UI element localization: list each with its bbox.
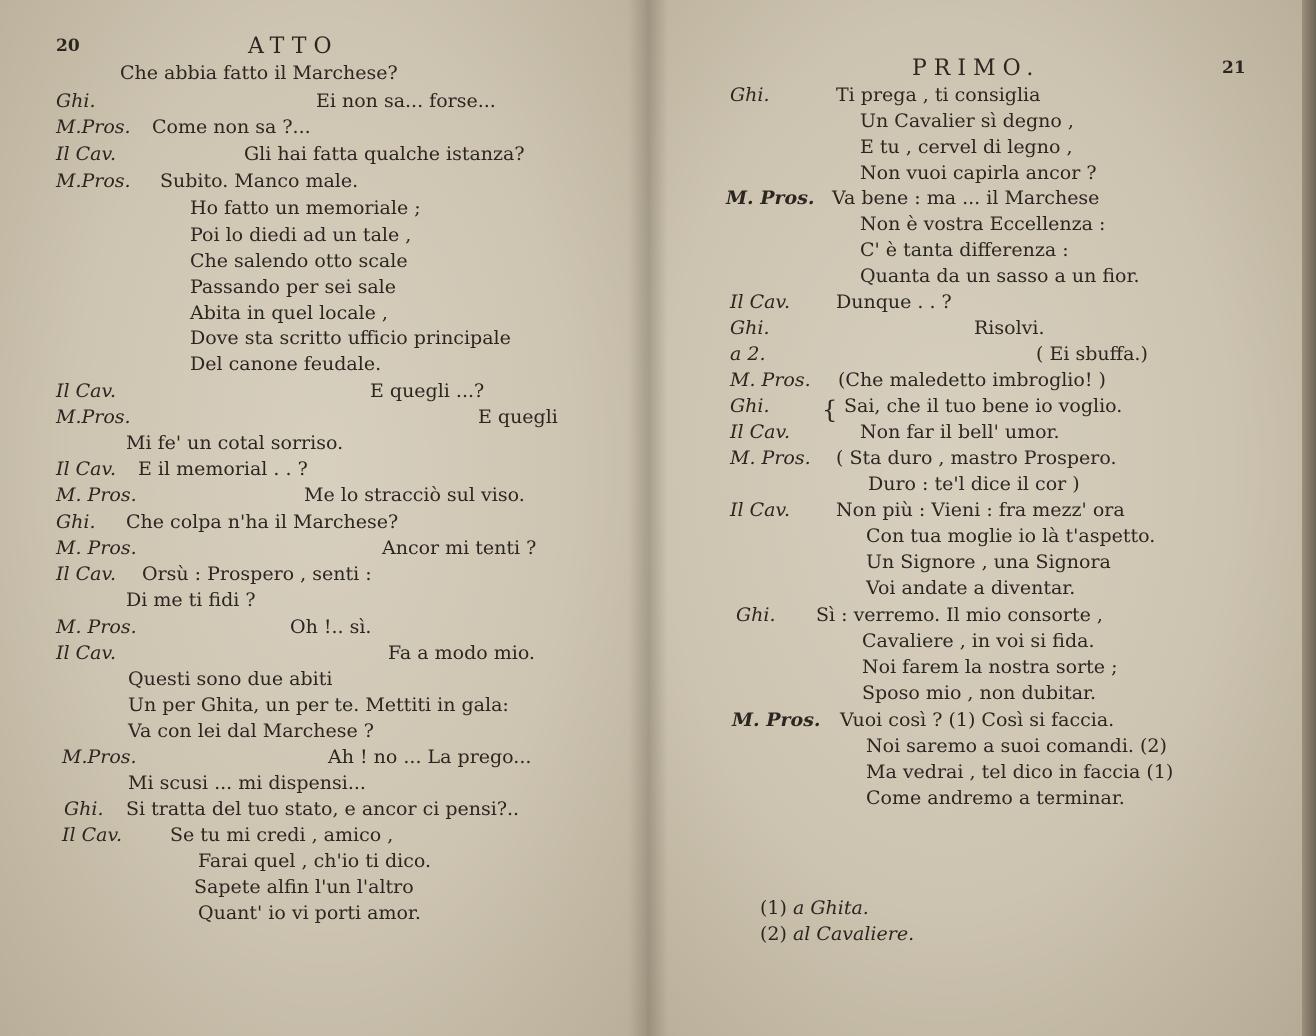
speaker-label: M. Pros.	[726, 187, 815, 209]
speaker-label: Ghi.	[56, 90, 96, 112]
speaker-label: M.Pros.	[62, 746, 137, 768]
speaker-label: M. Pros.	[56, 484, 137, 506]
speaker-label: M. Pros.	[730, 369, 811, 391]
speaker-label: Il Cav.	[730, 499, 791, 521]
speaker-label: Ghi.	[56, 511, 96, 533]
running-head: ATTO	[248, 34, 339, 59]
speaker-label: Il Cav.	[62, 824, 123, 846]
speaker-label: M.Pros.	[56, 406, 131, 428]
speaker-label: Ghi.	[730, 317, 770, 339]
left-text-block: Che abbia fatto il Marchese? Ghi. Ei non sa... forse... M.Pros. Come non sa ?... Il Cav. Gli hai fatta qualche istanza? M.Pros. Subito. Manco male. Ho fatto un memoriale ; Poi lo diedi ad un tale , Che salendo otto scale Passando per sei sale Abita in quel locale , Dove sta scritto ufficio principale Del canone feudale. Il Cav. E quegli ...? M.Pros. E quegli Mi fe' un cotal sorriso. Il Cav. E il memorial . . ? M. Pros. Me lo stracciò sul viso. Ghi. Che colpa n'ha il Marchese? M. Pros. Ancor mi tenti ? Il Cav. Orsù : Prospero , senti : Di me ti fidi ? M. Pros. Oh !.. sì. Il Cav. Fa a modo mio. Questi sono due abiti Un per Ghita, un per te. Mettiti in gala: Va con lei dal Marchese ? M.Pros. Ah ! no ... La prego... Mi scusi ... mi dispensi... Ghi. Si tratta del tuo stato, e ancor ci pensi?.. Il Cav. Se tu mi credi , amico , Farai quel , ch'io ti dico. Sapete alfin l'un l'altro Quant' io vi porti amor.	[56, 62, 558, 924]
page-number: 20	[56, 36, 80, 56]
speaker-label: a 2.	[730, 343, 766, 365]
speaker-label: Ghi.	[64, 798, 104, 820]
speaker-label: M. Pros.	[732, 709, 821, 731]
speaker-label: Il Cav.	[56, 143, 117, 165]
speaker-label: Ghi.	[730, 395, 770, 417]
speaker-label: Il Cav.	[56, 642, 117, 664]
speaker-label: M.Pros.	[56, 116, 131, 138]
left-page	[0, 0, 647, 1036]
speaker-label: Il Cav.	[56, 563, 117, 585]
footnote: (1) a Ghita.	[760, 897, 869, 919]
bracket-mark: {	[822, 396, 838, 424]
speaker-label: Ghi.	[736, 604, 776, 626]
speaker-label: Il Cav.	[730, 421, 791, 443]
speaker-label: Il Cav.	[730, 291, 791, 313]
speaker-label: M.Pros.	[56, 170, 131, 192]
speaker-label: Il Cav.	[56, 380, 117, 402]
book-gutter-shadow	[628, 0, 668, 1036]
page-edge	[1302, 0, 1316, 1036]
page-number: 21	[1222, 58, 1246, 78]
speaker-label: M. Pros.	[56, 616, 137, 638]
right-page	[646, 0, 1314, 1036]
speaker-label: M. Pros.	[730, 447, 811, 469]
speaker-label: M. Pros.	[56, 537, 137, 559]
running-head: PRIMO.	[912, 56, 1041, 81]
speaker-label: Ghi.	[730, 84, 770, 106]
speaker-label: Il Cav.	[56, 458, 117, 480]
footnote: (2) al Cavaliere.	[760, 923, 915, 945]
right-text-block: Ghi. Ti prega , ti consiglia Un Cavalier sì degno , E tu , cervel di legno , Non vuoi capirla ancor ? M. Pros. Va bene : ma ... il Marchese Non è vostra Eccellenza : C' è tanta differenza : Quanta da un sasso a un fior. Il Cav. Dunque . . ? Ghi. Risolvi. a 2. ( Ei sbuffa.) M. Pros. (Che maledetto imbroglio! ) Ghi. Sai, che il tuo bene io voglio. Il Cav. Non far il bell' umor. { M. Pros. ( Sta duro , mastro Prospero. Duro : te'l dice il cor ) Il Cav. Non più : Vieni : fra mezz' ora Con tua moglie io là t'aspetto. Un Signore , una Signora Voi andate a diventar. Ghi. Sì : verremo. Il mio consorte , Cavaliere , in voi si fida. Noi farem la nostra sorte ; Sposo mio , non dubitar. M. Pros. Vuoi così ? (1) Così si faccia. Noi saremo a suoi comandi. (2) Ma vedrai , tel dico in faccia (1) Come andremo a terminar. (1) a Ghita. (2) al Cavaliere.	[726, 84, 1174, 945]
